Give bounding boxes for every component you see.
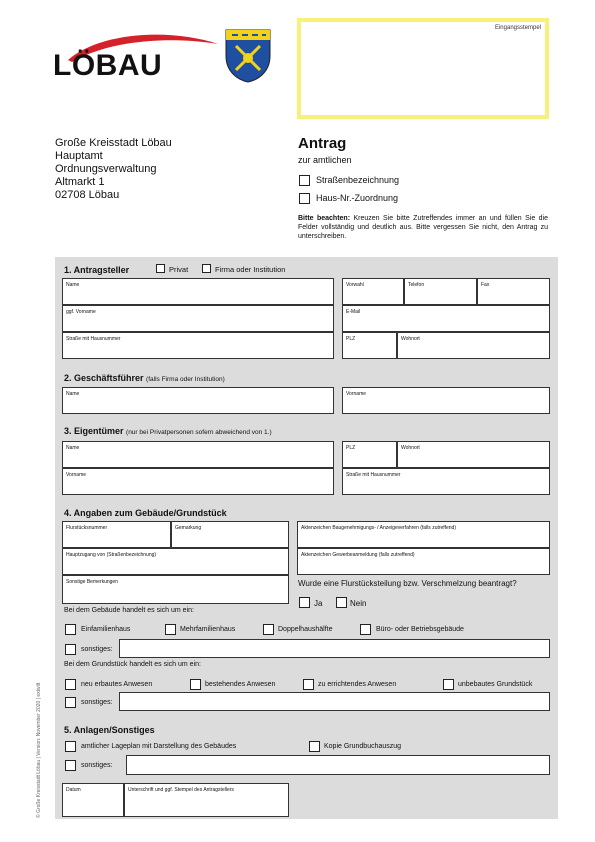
field-email[interactable]	[342, 305, 550, 332]
notice-text	[298, 214, 548, 241]
checkbox-label: Büro- oder Betriebsgebäude	[376, 626, 464, 633]
checkbox-label: Firma oder Institution	[215, 265, 286, 274]
section-note: (nur bei Privatpersonen sofern abweichend von 1.)	[126, 429, 272, 436]
form-subtitle: zur amtlichen	[298, 155, 352, 165]
field-eig-strasse[interactable]	[342, 468, 550, 495]
stamp-label: Eingangsstempel	[494, 25, 541, 31]
field-vorname[interactable]	[62, 305, 334, 332]
field-aktz-gewerbe[interactable]	[297, 548, 550, 575]
checkbox-firma[interactable]	[202, 264, 211, 273]
field-label: Aktenzeichen Baugenehmigungs- / Anzeigeverfahren (falls zutreffend)	[301, 525, 457, 531]
field-label: Name	[66, 282, 80, 288]
field-label: E-Mail	[346, 309, 361, 315]
checkbox-buerogebaeude[interactable]	[360, 624, 371, 635]
checkbox-gebaeude-sonstiges[interactable]	[65, 644, 76, 655]
checkbox-label: Nein	[350, 599, 367, 608]
checkbox-grundbuch[interactable]	[309, 741, 320, 752]
checkbox-unbebaut[interactable]	[443, 679, 454, 690]
section-title: 4. Angaben zum Gebäude/Grundstück	[64, 508, 227, 518]
checkbox-lageplan[interactable]	[65, 741, 76, 752]
field-label: Vorname	[66, 472, 87, 478]
section-title: 1. Antragsteller	[64, 265, 130, 275]
stamp-area	[297, 18, 549, 119]
checkbox-doppelhaushaelfte[interactable]	[263, 624, 274, 635]
field-gf-vorname[interactable]	[342, 387, 550, 414]
checkbox-label: Ja	[314, 599, 323, 608]
notice-body: Kreuzen Sie bitte Zutreffendes immer an und füllen Sie die Felder vollständig und deutlich aus. Bitte vergessen Sie nicht, den Antrag zu unterschreiben.	[298, 215, 548, 240]
question-flurstueck: Wurde eine Flurstücksteilung bzw. Verschmelzung beantragt?	[298, 579, 517, 588]
form-title: Antrag	[298, 135, 347, 152]
side-footer: © Große Kreisstadt Löbau | Version: November 2020 | extwilt	[36, 682, 42, 818]
field-label: Gemarkung	[175, 525, 202, 531]
field-aktz-bau[interactable]	[297, 521, 550, 548]
grund-question: Bei dem Grundstück handelt es sich um ein:	[64, 661, 201, 668]
field-fax[interactable]	[477, 278, 550, 305]
field-label: Fax	[481, 282, 490, 288]
field-eig-name[interactable]	[62, 441, 334, 468]
checkbox-nein[interactable]	[336, 597, 347, 608]
checkbox-label: amtlicher Lageplan mit Darstellung des Gebäudes	[81, 743, 237, 750]
field-eig-wohnort[interactable]	[397, 441, 550, 468]
checkbox-einfamilienhaus[interactable]	[65, 624, 76, 635]
field-label: Wohnort	[401, 336, 420, 342]
field-flurstueck[interactable]	[62, 521, 171, 548]
address-line: Ordnungsverwaltung	[55, 163, 157, 175]
section-note: (falls Firma oder Institution)	[146, 376, 225, 383]
checkbox-label: Mehrfamilienhaus	[180, 626, 236, 633]
section-title	[64, 426, 272, 436]
sonstiges-label: sonstiges:	[81, 762, 113, 769]
field-label: Straße mit Hausnummer	[346, 472, 401, 478]
field-gemarkung[interactable]	[171, 521, 289, 548]
section-title	[64, 373, 225, 383]
checkbox-neu-erbaut[interactable]	[65, 679, 76, 690]
checkbox-anlagen-sonstiges[interactable]	[65, 760, 76, 771]
field-label: Wohnort	[401, 445, 420, 451]
field-vorwahl[interactable]	[342, 278, 404, 305]
field-label: Telefon	[408, 282, 425, 288]
field-label: Name	[66, 445, 80, 451]
notice-bold: Bitte beachten:	[298, 215, 351, 222]
checkbox-zu-errichtend[interactable]	[303, 679, 314, 690]
field-wohnort[interactable]	[397, 332, 550, 359]
address-line: Große Kreisstadt Löbau	[55, 137, 172, 149]
address-line: Hauptamt	[55, 150, 103, 162]
field-label: Name	[66, 391, 80, 397]
field-label: PLZ	[346, 336, 356, 342]
field-bemerkungen[interactable]	[62, 575, 289, 604]
checkbox-grund-sonstiges[interactable]	[65, 697, 76, 708]
field-eig-vorname[interactable]	[62, 468, 334, 495]
option-label: Haus-Nr.-Zuordnung	[316, 193, 399, 203]
section-title-text: 2. Geschäftsführer	[64, 373, 144, 383]
gebaeude-question: Bei dem Gebäude handelt es sich um ein:	[64, 607, 194, 614]
field-label: Straße mit Hausnummer	[66, 336, 121, 342]
checkbox-privat[interactable]	[156, 264, 165, 273]
field-label: Hauptzugang von (Straßenbezeichnung)	[66, 552, 157, 558]
checkbox-mehrfamilienhaus[interactable]	[165, 624, 176, 635]
section-title-text: 3. Eigentümer	[64, 426, 124, 436]
address-line: 02708 Löbau	[55, 189, 120, 201]
field-label: Vorwahl	[346, 282, 364, 288]
checkbox-label: Kopie Grundbuchauszug	[324, 743, 402, 750]
field-label: Datum	[66, 787, 81, 793]
field-anlagen-sonstiges[interactable]	[126, 755, 550, 775]
checkbox-label: unbebautes Grundstück	[458, 681, 533, 688]
field-name[interactable]	[62, 278, 334, 305]
field-label: ggf. Vorname	[66, 309, 96, 315]
field-grund-sonstiges[interactable]	[119, 692, 550, 711]
field-label: Vorname	[346, 391, 367, 397]
logo-text: LÖBAU	[53, 49, 163, 82]
checkbox-label: Privat	[169, 265, 189, 274]
recipient-address	[55, 137, 172, 202]
checkbox-strassenbezeichnung[interactable]	[299, 175, 310, 186]
checkbox-label: zu errichtendes Anwesen	[318, 681, 397, 688]
field-eig-plz[interactable]	[342, 441, 397, 468]
field-plz[interactable]	[342, 332, 397, 359]
checkbox-label: Einfamilienhaus	[81, 626, 131, 633]
field-label: PLZ	[346, 445, 356, 451]
field-label: Sonstige Bemerkungen	[66, 579, 118, 585]
coat-of-arms-icon	[222, 26, 274, 84]
option-label: Straßenbezeichnung	[316, 175, 400, 185]
section-title: 5. Anlagen/Sonstiges	[64, 725, 155, 735]
field-gf-name[interactable]	[62, 387, 334, 414]
checkbox-hausnr-zuordnung[interactable]	[299, 193, 310, 204]
field-strasse[interactable]	[62, 332, 334, 359]
field-label: Aktenzeichen Gewerbeanmeldung (falls zutreffend)	[301, 552, 415, 558]
checkbox-label: Doppelhaushälfte	[278, 626, 333, 633]
field-hauptzugang[interactable]	[62, 548, 289, 575]
field-datum[interactable]	[62, 783, 124, 817]
checkbox-ja[interactable]	[299, 597, 310, 608]
sonstiges-label: sonstiges:	[81, 699, 113, 706]
checkbox-bestehend[interactable]	[190, 679, 201, 690]
checkbox-label: neu erbautes Anwesen	[81, 681, 153, 688]
field-label: Flurstücksnummer	[66, 525, 108, 531]
checkbox-label: bestehendes Anwesen	[205, 681, 276, 688]
sonstiges-label: sonstiges:	[81, 646, 113, 653]
field-telefon[interactable]	[404, 278, 477, 305]
field-unterschrift[interactable]	[124, 783, 289, 817]
field-gebaeude-sonstiges[interactable]	[119, 639, 550, 658]
field-label: Unterschrift und ggf. Stempel des Antragstellers	[128, 787, 234, 793]
address-line: Altmarkt 1	[55, 176, 105, 188]
